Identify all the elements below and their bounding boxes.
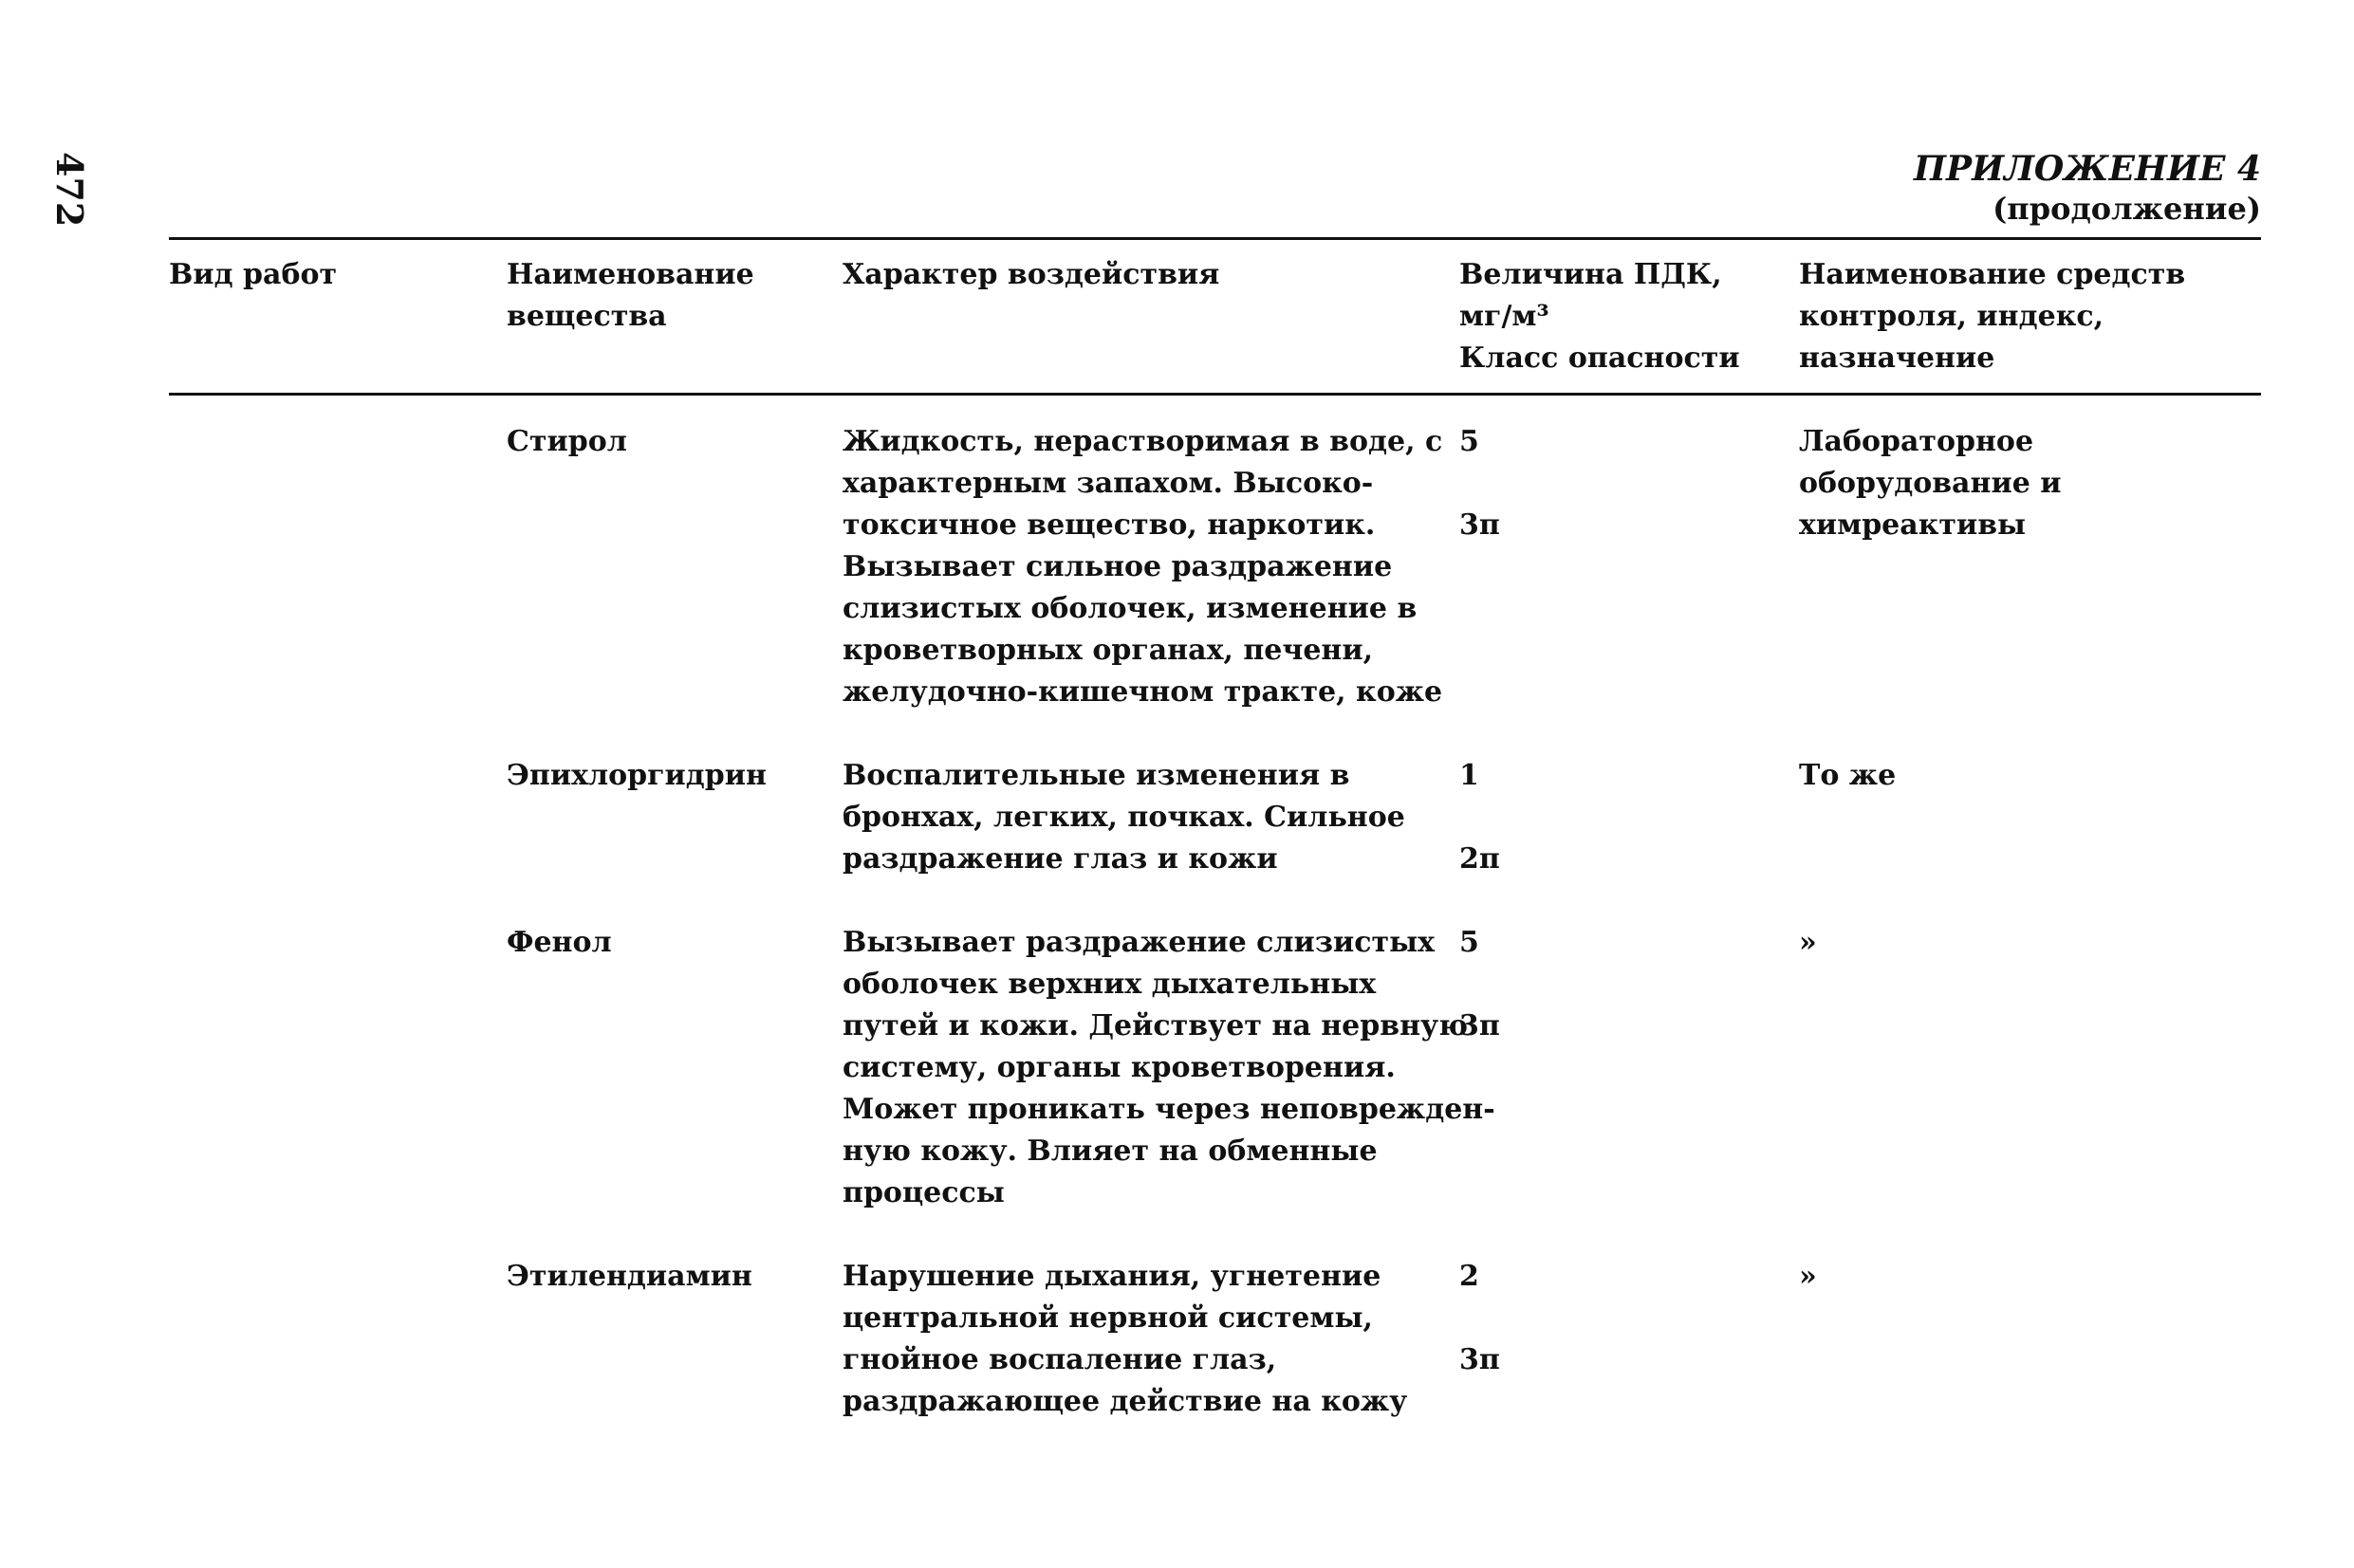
pdk-value: 1	[1459, 759, 1479, 792]
table-header-rule	[169, 393, 2261, 396]
effect-line: Может проникать через неповрежден-	[843, 1093, 1495, 1126]
effect-line: процессы	[843, 1176, 1005, 1209]
substance-name: Фенол	[507, 926, 612, 959]
header-substance-line: вещества	[507, 300, 667, 333]
pdk-value: 5	[1459, 926, 1479, 959]
hazard-class: 3п	[1459, 1343, 1500, 1376]
header-pdk-line: Класс опасности	[1459, 341, 1740, 375]
header-pdk	[1459, 254, 1782, 379]
substance-name: Этилендиамин	[507, 1260, 752, 1293]
control-line: То же	[1799, 759, 1897, 792]
control-line: »	[1799, 1260, 1817, 1293]
appendix-title: ПРИЛОЖЕНИЕ 4	[1913, 149, 2261, 189]
effect-line: систему, органы кроветворения.	[843, 1051, 1396, 1084]
control-line: »	[1799, 926, 1817, 959]
header-pdk-line: Величина ПДК,	[1459, 258, 1722, 291]
row-substance	[507, 1256, 829, 1298]
hazard-class: 3п	[1459, 508, 1500, 542]
effect-line: Нарушение дыхания, угнетение	[843, 1260, 1381, 1293]
effect-line: бронхах, легких, почках. Сильное	[843, 801, 1405, 834]
effect-line: Воспалительные изменения в	[843, 759, 1350, 792]
effect-line: характерным запахом. Высоко-	[843, 467, 1374, 500]
effect-line: кроветворных органах, печени,	[843, 634, 1374, 667]
control-line: оборудование и	[1799, 467, 2062, 500]
effect-line: Жидкость, нерастворимая в воде, с	[843, 425, 1443, 458]
effect-line: центральной нервной системы,	[843, 1301, 1373, 1335]
pdk-value: 2	[1459, 1260, 1479, 1293]
control-line: Лабораторное	[1799, 425, 2034, 458]
row-substance	[507, 922, 829, 964]
pdk-value: 5	[1459, 425, 1479, 458]
substance-name: Стирол	[507, 425, 627, 458]
substance-name: Эпихлоргидрин	[507, 759, 767, 792]
page-number: 472	[48, 152, 91, 228]
effect-line: раздражающее действие на кожу	[843, 1385, 1408, 1418]
row-control	[1799, 421, 2254, 546]
header-substance-line: Наименование	[507, 258, 754, 291]
header-effect: Характер воздействия	[843, 258, 1220, 291]
effect-line: Вызывает сильное раздражение	[843, 550, 1393, 583]
row-effect	[843, 755, 1450, 880]
table-top-rule	[169, 237, 2261, 240]
row-effect	[843, 421, 1450, 713]
effect-line: путей и кожи. Действует на нервную	[843, 1009, 1469, 1042]
effect-line: оболочек верхних дыхательных	[843, 968, 1377, 1001]
header-control-line: назначение	[1799, 341, 1995, 375]
header-pdk-line: мг/м³	[1459, 300, 1549, 333]
header-control-line: контроля, индекс,	[1799, 300, 2104, 333]
row-substance	[507, 755, 829, 797]
effect-line: желудочно-кишечном тракте, коже	[843, 675, 1443, 709]
effect-line: раздражение глаз и кожи	[843, 842, 1278, 876]
row-substance	[507, 421, 829, 463]
effect-line: слизистых оболочек, изменение в	[843, 592, 1418, 625]
row-control	[1799, 755, 2254, 797]
row-control	[1799, 922, 2254, 964]
appendix-subtitle: (продолжение)	[1993, 191, 2261, 227]
header-control-line: Наименование средств	[1799, 258, 2186, 291]
header-control	[1799, 254, 2254, 379]
control-line: химреактивы	[1799, 508, 2027, 542]
hazard-class: 2п	[1459, 842, 1500, 876]
header-work-type: Вид работ	[169, 258, 338, 291]
row-control	[1799, 1256, 2254, 1298]
effect-line: токсичное вещество, наркотик.	[843, 508, 1376, 542]
row-effect	[843, 1256, 1450, 1423]
effect-line: ную кожу. Влияет на обменные	[843, 1134, 1378, 1168]
header-substance	[507, 254, 829, 338]
effect-line: Вызывает раздражение слизистых	[843, 926, 1436, 959]
effect-line: гнойное воспаление глаз,	[843, 1343, 1277, 1376]
appendix-header	[1914, 148, 2261, 228]
hazard-class: 3п	[1459, 1009, 1500, 1042]
